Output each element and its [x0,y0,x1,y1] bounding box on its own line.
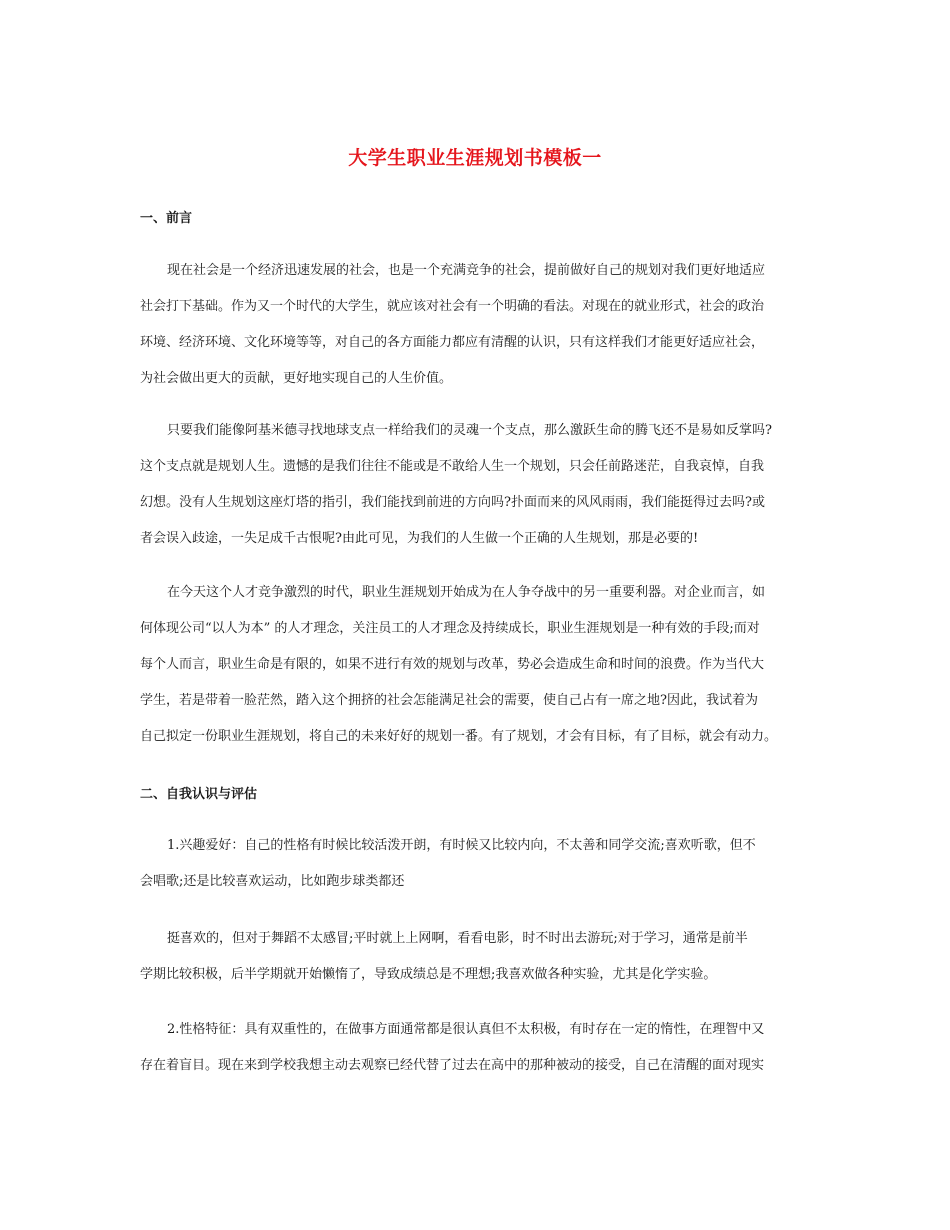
paragraph-line: 为社会做出更大的贡献，更好地实现自己的人生价值。 [140,371,453,386]
paragraph-interests-continued [140,921,820,993]
paragraph-line: 这个支点就是规划人生。遗憾的是我们往往不能或是不敢给人生一个规划，只会任前路迷茫，自我哀悼，自我 [140,459,765,474]
paragraph-preface-2 [140,413,820,557]
paragraph-line: 幻想。没有人生规划这座灯塔的指引，我们能找到前进的方向吗?扑面而来的风风雨雨，我们能挺得过去吗?或 [140,495,765,510]
paragraph-line: 只要我们能像阿基米德寻找地球支点一样给我们的灵魂一个支点，那么激跃生命的腾飞还不是易如反掌吗? [167,423,772,438]
paragraph-line: 学生，若是带着一脸茫然，踏入这个拥挤的社会怎能满足社会的需要，使自己占有一席之地?因此，我试着为 [140,693,758,708]
paragraph-line: 每个人而言，职业生命是有限的，如果不进行有效的规划与改革，势必会造成生命和时间的浪费。作为当代大 [140,657,765,672]
paragraph-personality [140,1012,820,1084]
paragraph-line: 存在着盲目。现在来到学校我想主动去观察已经代替了过去在高中的那种被动的接受，自己在清醒的面对现实 [140,1058,765,1073]
paragraph-interests [140,828,820,900]
section-heading-self-assessment: 二、自我认识与评估 [140,787,258,802]
document-title: 大学生职业生涯规划书模板一 [348,147,602,169]
paragraph-line: 者会误入歧途，一失足成千古恨呢?由此可见，为我们的人生做一个正确的人生规划，那是必要的! [140,531,699,546]
paragraph-line: 何体现公司“以人为本” 的人才理念，关注员工的人才理念及持续成长，职业生涯规划是一种有效的手段;而对 [140,621,760,636]
paragraph-line: 自己拟定一份职业生涯规划，将自己的未来好好的规划一番。有了规划，才会有目标，有了目标，就会有动力。 [140,729,778,744]
paragraph-line: 社会打下基础。作为又一个时代的大学生，就应该对社会有一个明确的看法。对现在的就业形式，社会的政治 [140,299,765,314]
paragraph-preface-1 [140,253,820,397]
paragraph-line: 挺喜欢的，但对于舞蹈不太感冒;平时就上上网啊，看看电影，时不时出去游玩;对于学习，通常是前半 [167,931,748,946]
paragraph-line: 环境、经济环境、文化环境等等，对自己的各方面能力都应有清醒的认识，只有这样我们才能更好适应社会， [140,335,765,350]
paragraph-line: 1.兴趣爱好：自己的性格有时候比较活泼开朗，有时候又比较内向，不太善和同学交流;喜欢听歌，但不 [167,838,756,853]
paragraph-preface-3 [140,575,820,755]
section-heading-preface: 一、前言 [140,211,193,226]
paragraph-line: 2.性格特征：具有双重性的，在做事方面通常都是很认真但不太积极，有时存在一定的惰性，在理智中又 [167,1022,765,1037]
paragraph-line: 现在社会是一个经济迅速发展的社会，也是一个充满竞争的社会，提前做好自己的规划对我们更好地适应 [167,263,766,278]
paragraph-line: 学期比较积极，后半学期就开始懒惰了，导致成绩总是不理想;我喜欢做各种实验，尤其是化学实验。 [140,967,717,982]
paragraph-line: 会唱歌;还是比较喜欢运动，比如跑步球类都还 [140,874,405,889]
paragraph-line: 在今天这个人才竞争激烈的时代，职业生涯规划开始成为在人争夺战中的另一重要利器。对企业而言，如 [167,585,766,600]
